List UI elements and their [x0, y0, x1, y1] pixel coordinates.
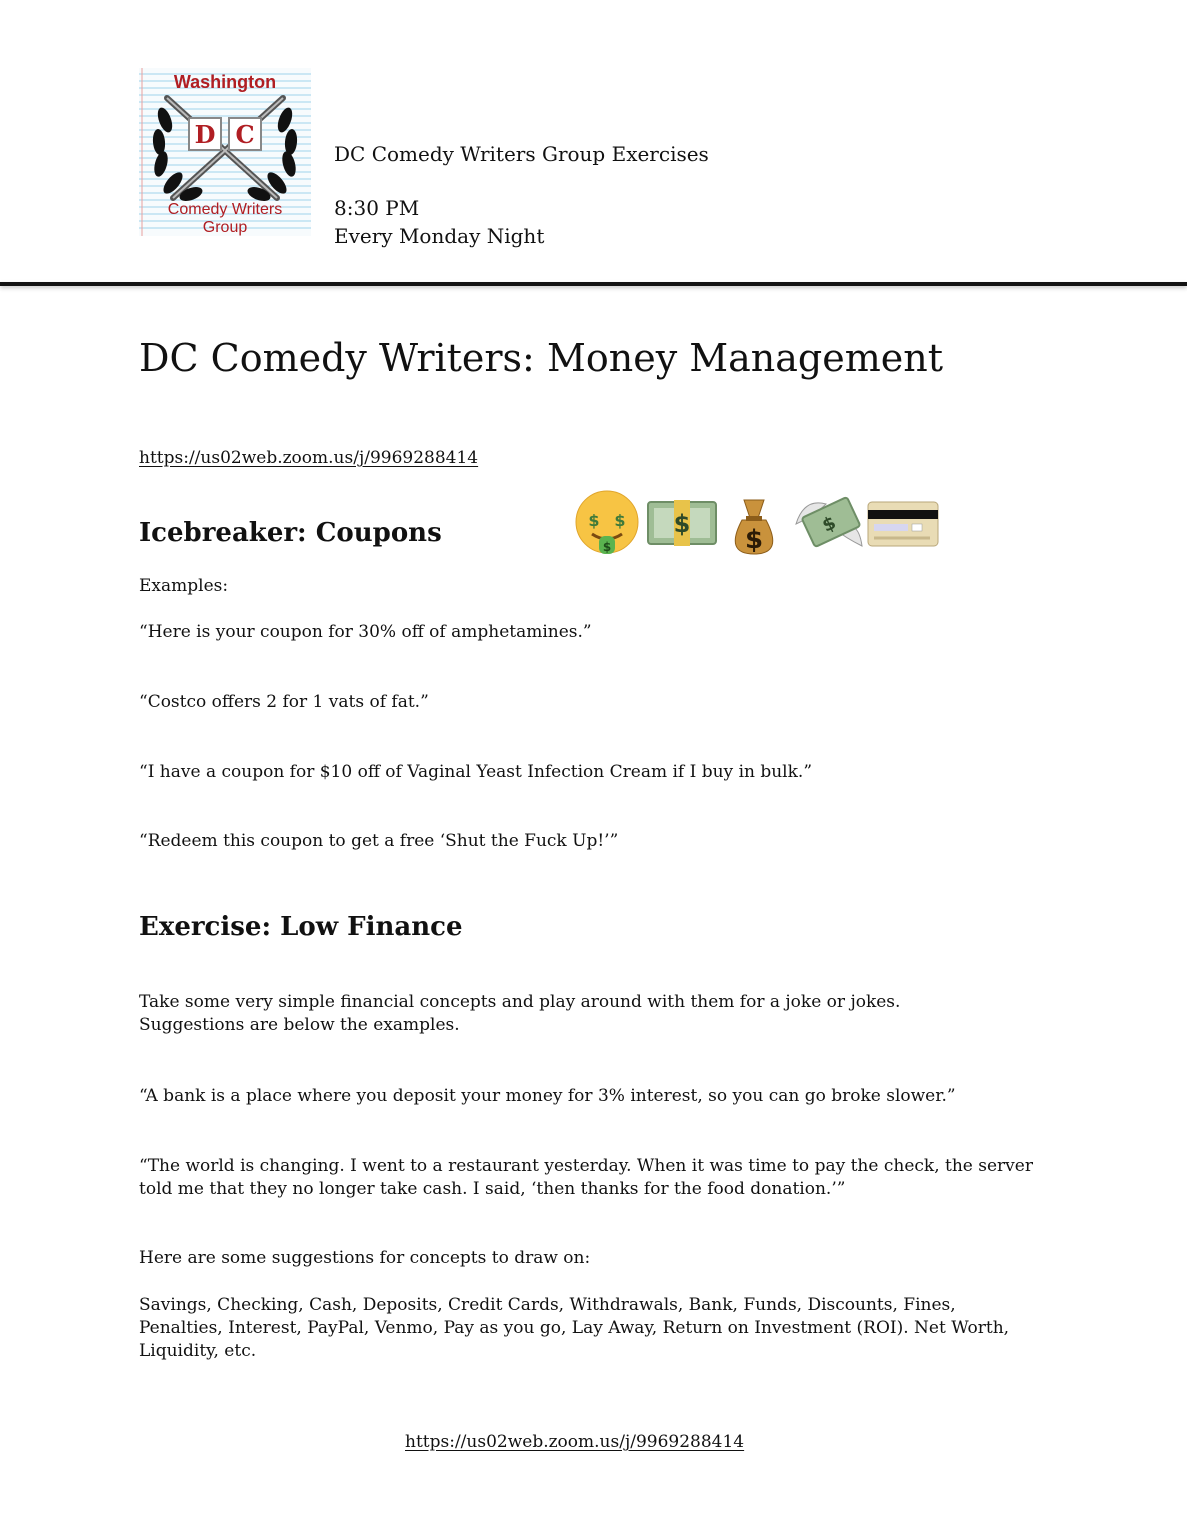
suggestions-label: Here are some suggestions for concepts to draw on:: [139, 1248, 591, 1268]
credit-card-icon: [868, 502, 938, 546]
svg-text:$: $: [744, 525, 764, 555]
header-time: 8:30 PM: [334, 196, 420, 220]
icebreaker-example-4: “Redeem this coupon to get a free ‘Shut the Fuck Up!’”: [139, 831, 619, 851]
exercise-intro: Take some very simple financial concepts and play around with them for a joke or jokes. Suggestions are below the examples.: [139, 992, 901, 1035]
logo-top-text: Washington: [173, 72, 277, 92]
svg-text:$: $: [602, 540, 612, 554]
icebreaker-example-2: “Costco offers 2 for 1 vats of fat.”: [139, 692, 429, 712]
icebreaker-heading: Icebreaker: Coupons: [139, 518, 442, 548]
icebreaker-example-1: “Here is your coupon for 30% off of amphetamines.”: [139, 622, 592, 642]
logo-letter-d: D: [194, 120, 216, 149]
money-mouth-face-icon: [576, 491, 638, 554]
exercise-example-2: “The world is changing. I went to a restaurant yesterday. When it was time to pay the check, the server told me that they no longer take cash. I said, ‘then thanks for the food donation.’”: [139, 1156, 1033, 1199]
dollar-banknote-icon: [648, 500, 716, 546]
svg-text:$: $: [819, 512, 840, 537]
icebreaker-example-3: “I have a coupon for $10 off of Vaginal Yeast Infection Cream if I buy in bulk.”: [139, 762, 813, 782]
zoom-link[interactable]: https://us02web.zoom.us/j/9969288414: [139, 448, 479, 468]
header-divider: [0, 282, 1187, 286]
logo-letter-c: C: [235, 120, 255, 149]
exercise-example-1: “A bank is a place where you deposit your money for 3% interest, so you can go broke slower.”: [139, 1086, 956, 1106]
exercise-heading: Exercise: Low Finance: [139, 912, 463, 942]
svg-text:$: $: [588, 511, 600, 530]
page-title: DC Comedy Writers: Money Management: [139, 336, 944, 380]
suggestions-list: Savings, Checking, Cash, Deposits, Credit Cards, Withdrawals, Bank, Funds, Discounts, Fines, Penalties, Interest, PayPal, Venmo, Pay as you go, Lay Away, Return on Investment (ROI). Net Worth, Liquidity, etc.: [139, 1295, 1010, 1361]
money-with-wings-icon: [796, 497, 862, 547]
money-emoji-row: [574, 490, 940, 556]
footer-zoom-link[interactable]: https://us02web.zoom.us/j/9969288414: [405, 1432, 745, 1452]
header-schedule: Every Monday Night: [334, 224, 545, 248]
dc-comedy-writers-logo: [139, 68, 311, 236]
logo-bottom-text-2: Group: [202, 219, 248, 236]
header-group-title: DC Comedy Writers Group Exercises: [334, 142, 709, 166]
logo-bottom-text-1: Comedy Writers: [167, 201, 283, 218]
svg-text:$: $: [673, 510, 691, 538]
money-bag-icon: [735, 500, 773, 555]
svg-text:$: $: [614, 511, 626, 530]
examples-label: Examples:: [139, 576, 229, 596]
